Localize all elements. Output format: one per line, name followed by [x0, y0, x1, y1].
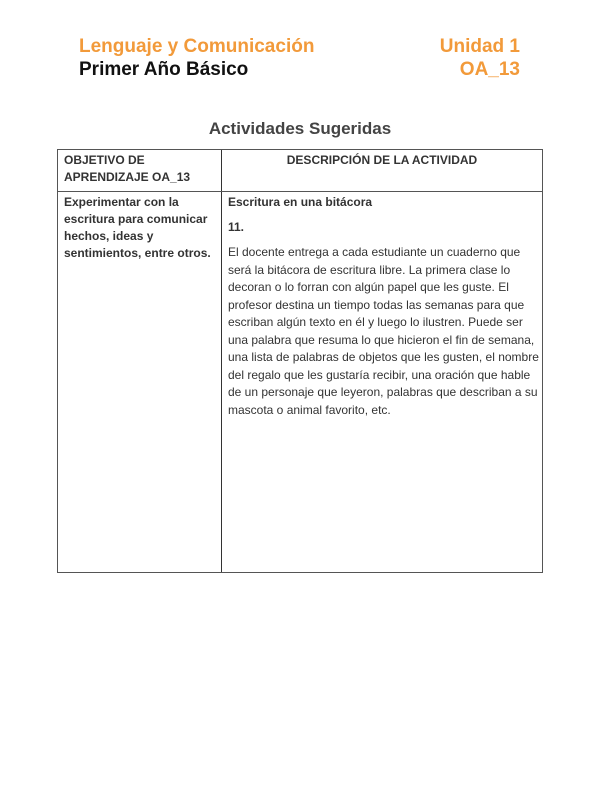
header-divider	[58, 191, 542, 192]
activity-title: Escritura en una bitácora	[228, 195, 373, 209]
description-cell	[228, 194, 540, 419]
column-header-description: DESCRIPCIÓN DE LA ACTIVIDAD	[286, 153, 478, 167]
column-divider	[221, 150, 222, 572]
objective-code: OA_13	[459, 59, 520, 80]
subject-title: Lenguaje y Comunicación	[79, 36, 315, 57]
section-title: Actividades Sugeridas	[208, 119, 392, 138]
unit-label: Unidad 1	[439, 36, 520, 57]
column-header-objective: OBJETIVO DE APRENDIZAJE OA_13	[64, 153, 191, 184]
grade-title: Primer Año Básico	[79, 59, 249, 80]
activities-table	[57, 149, 543, 573]
activity-description: El docente entrega a cada estudiante un cuaderno que será la bitácora de escritura libre. La primera clase lo decoran o lo forran con algún papel que les guste. El profesor destina un tiempo todas las semanas para que escriban algún texto en él y luego lo ilustren. Puede ser una palabra que resuma lo que hicieron el fin de semana, una lista de palabras de objetos que les gusten, el nombre del regalo que les gustaría recibir, una oración que hable de un personaje que leyeron, palabras que describan a su mascota o animal favorito, etc.	[228, 245, 539, 417]
objective-cell: Experimentar con la escritura para comunicar hechos, ideas y sentimientos, entre otros.	[64, 195, 211, 260]
activity-number: 11.	[228, 220, 245, 234]
